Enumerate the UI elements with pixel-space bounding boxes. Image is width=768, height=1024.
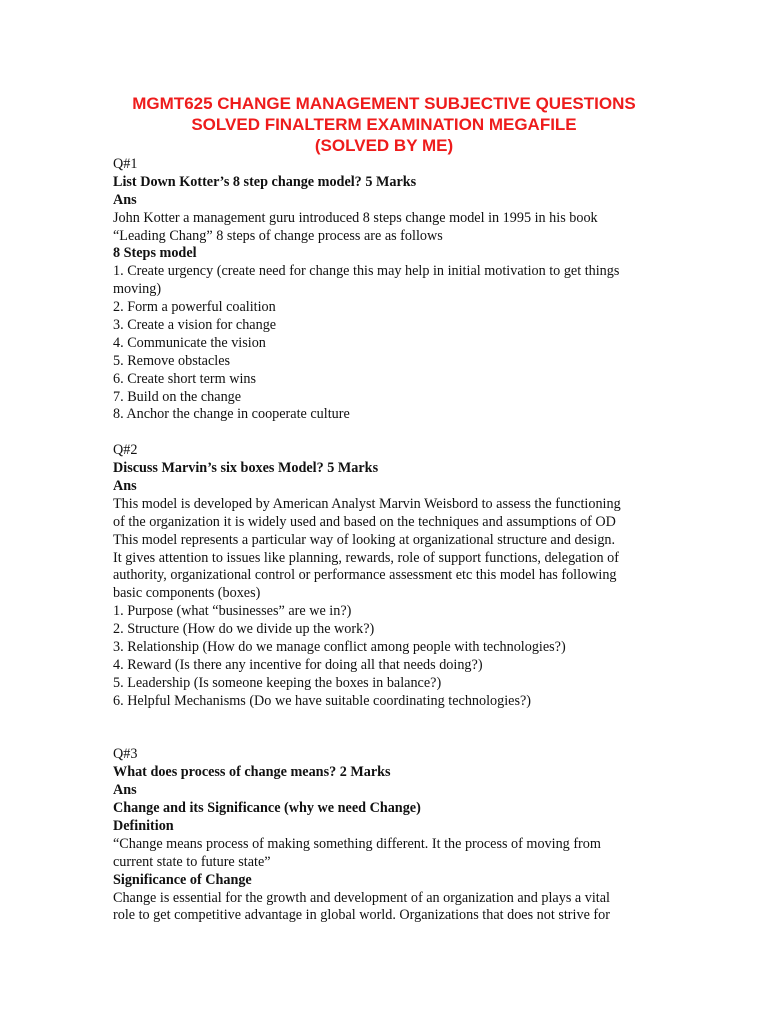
paragraph-line: role to get competitive advantage in global world. Organizations that does not strive for xyxy=(113,907,610,924)
list-item: 5. Remove obstacles xyxy=(113,352,231,369)
question-number: Q#2 xyxy=(113,442,138,459)
paragraph-line: John Kotter a management guru introduced 8 steps change model in 1995 in his book xyxy=(113,209,598,226)
question-number: Q#3 xyxy=(113,746,138,763)
list-item: 8. Anchor the change in cooperate culture xyxy=(113,406,350,423)
title-line-1: MGMT625 CHANGE MANAGEMENT SUBJECTIVE QUESTIONS xyxy=(132,94,636,113)
document-body xyxy=(113,156,673,925)
list-item: 4. Reward (Is there any incentive for doing all that needs doing?) xyxy=(113,656,483,673)
paragraph-line: “Change means process of making something different. It the process of moving from xyxy=(113,835,601,852)
paragraph-line: “Leading Chang” 8 steps of change process are as follows xyxy=(113,227,443,244)
list-item: 1. Create urgency (create need for change this may help in initial motivation to get things xyxy=(113,263,620,280)
paragraph-line: authority, organizational control or performance assessment etc this model has following xyxy=(113,567,617,584)
list-item: 4. Communicate the vision xyxy=(113,334,266,351)
spacer xyxy=(113,424,673,442)
title-line-2: SOLVED FINALTERM EXAMINATION MEGAFILE xyxy=(191,115,577,134)
question-heading: What does process of change means? 2 Marks xyxy=(113,764,391,781)
paragraph-line: This model is developed by American Analyst Marvin Weisbord to assess the functioning xyxy=(113,495,621,512)
question-heading: List Down Kotter’s 8 step change model? 5 Marks xyxy=(113,173,417,190)
paragraph-line: of the organization it is widely used and based on the techniques and assumptions of OD xyxy=(113,513,616,530)
answer-label: Ans xyxy=(113,782,137,799)
list-item: 1. Purpose (what “businesses” are we in?) xyxy=(113,603,352,620)
subheading: Change and its Significance (why we need Change) xyxy=(113,800,421,817)
title-line-3: (SOLVED BY ME) xyxy=(314,136,454,155)
paragraph-line: current state to future state” xyxy=(113,853,271,870)
list-item: 6. Create short term wins xyxy=(113,370,257,387)
list-item: 7. Build on the change xyxy=(113,388,242,405)
list-item: 3. Relationship (How do we manage conflict among people with technologies?) xyxy=(113,639,566,656)
answer-label: Ans xyxy=(113,191,137,208)
question-number: Q#1 xyxy=(113,156,138,172)
list-item: 6. Helpful Mechanisms (Do we have suitable coordinating technologies?) xyxy=(113,692,532,709)
document-title xyxy=(0,93,768,156)
list-item: 5. Leadership (Is someone keeping the boxes in balance?) xyxy=(113,674,442,691)
paragraph-line: This model represents a particular way of looking at organizational structure and design. xyxy=(113,531,616,548)
list-item: 3. Create a vision for change xyxy=(113,317,277,334)
answer-label: Ans xyxy=(113,478,137,495)
subheading: Significance of Change xyxy=(113,871,252,888)
paragraph-line: It gives attention to issues like planning, rewards, role of support functions, delegation of xyxy=(113,549,619,566)
spacer xyxy=(113,711,673,747)
subheading: 8 Steps model xyxy=(113,245,197,262)
list-item: 2. Form a powerful coalition xyxy=(113,299,276,316)
question-heading: Discuss Marvin’s six boxes Model? 5 Marks xyxy=(113,460,379,477)
paragraph-line: Change is essential for the growth and development of an organization and plays a vital xyxy=(113,889,610,906)
subheading: Definition xyxy=(113,817,174,834)
list-item: moving) xyxy=(113,281,162,298)
list-item: 2. Structure (How do we divide up the work?) xyxy=(113,621,375,638)
paragraph-line: basic components (boxes) xyxy=(113,585,261,602)
